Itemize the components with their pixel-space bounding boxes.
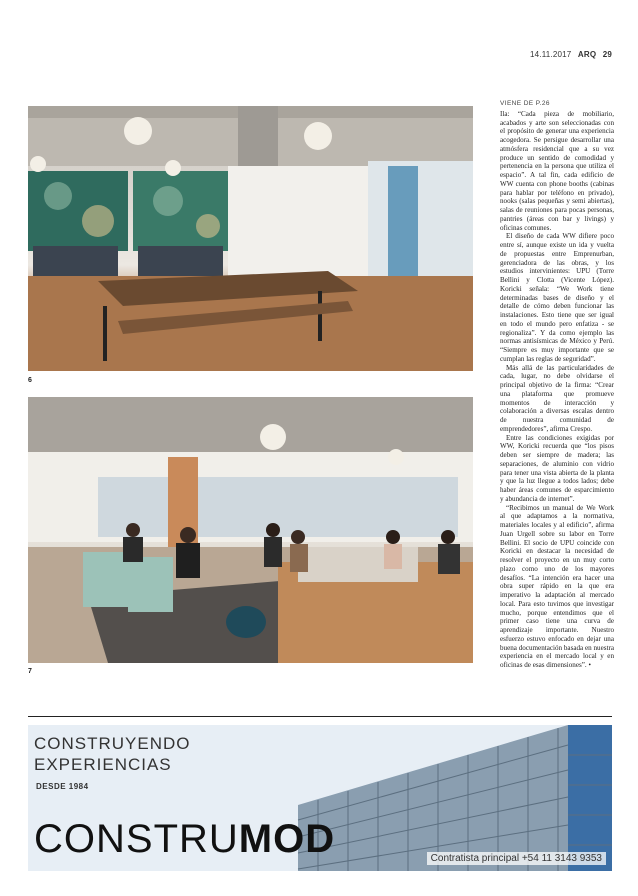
section-divider: [28, 716, 612, 717]
photo-office-communal-table: [28, 106, 473, 371]
header-section: ARQ: [577, 50, 597, 59]
page-header: [530, 50, 612, 59]
ad-brand-bold: MOD: [238, 817, 336, 861]
header-date: 14.11.2017: [529, 50, 572, 59]
ad-contact: Contratista principal +54 11 3143 9353: [427, 852, 606, 865]
article-column: [500, 100, 614, 670]
ad-brand-light: CONSTRU: [34, 817, 239, 861]
article-paragraph: El diseño de cada WW difiere poco entre sí, aunque existe un ida y vuelta de propuestas entre Emprenurban, gerenciadora de las obras, y los estudios intervinientes: UPU (Torre Bellini y Clotta (Vicente López). Koricki señala: “We Work tiene determinadas bases de diseño y el detalle de cómo deben funcionar las instalaciones. Esto tiene que ser igual en todo el mundo pero enfatiza - se regionaliza”. Y da como ejemplo las normas antisísmicas de México y Perú. “Siempre es muy importante que se cumplan las reglas de seguridad”.: [500, 232, 614, 363]
ad-tagline-line-2: EXPERIENCIAS: [34, 755, 172, 774]
article-paragraph: Entre las condiciones exigidas por WW, Koricki recuerda que “los pisos deben ser siempre de madera; las separaciones, de aluminio con vidrio para tener una vista abierta de la planta y que la luz llegue a todos lados; debe haber áreas comunes de esparcimiento y abundancia de internet”.: [500, 433, 614, 503]
photo-caption-number: 6: [28, 377, 32, 384]
photo-caption-number: 7: [28, 668, 32, 675]
ad-brand-logo: [34, 817, 335, 861]
ad-since: DESDE 1984: [36, 782, 89, 791]
article-kicker: VIENE DE P.26: [500, 100, 550, 107]
ad-tagline: [34, 733, 191, 775]
photo-lounge-area: [28, 397, 473, 663]
header-page-number: 29: [602, 50, 612, 59]
article-paragraph: Más allá de las particularidades de cada, lugar, no debe olvidarse el principal objetivo de la firma: “Crear una plataforma que promueve momentos de interacción y colaboración a diversas escalas dentro de nuestra comunidad de emprendedores”, afirma Crespo.: [500, 363, 614, 433]
article-paragraph: “Recibimos un manual de We Work al que adaptamos a la normativa, materiales locales y al edificio”, afirma Juan Urgell sobre su labor en Torre Bellini. El socio de UPU coincide con Koricki en destacar la necesidad de resolver el proyecto en un muy corto plazo como uno de los mayores desafíos. “La intención era hacer una obra super rápido en la que era imperativo la adaptación al mercado local. Para esto tuvimos que investigar mucho, porque entendimos que el primer caso tiene una curva de aprendizaje importante. Nuestro esfuerzo estuvo enfocado en dejar una buena documentación basada en nuestra experiencia en el mercado local y en oficinas de esas dimensiones”. •: [500, 503, 614, 669]
construmod-advertisement: [28, 725, 612, 871]
article-paragraph: Ila: “Cada pieza de mobiliario, acabados y arte son seleccionadas con el propósito de generar una experiencia acogedora. Se persigue desarrollar una atmósfera residencial que a su vez produce un sentido de comodidad y pertenencia en la persona que utiliza el espacio”. A tal fin, cada edificio de WW cuenta con phone booths (cabinas para hablar por teléfono en privado), nooks (salas pequeñas y semi abiertas), salas de reuniones para pocas personas, pantries (áreas con bar y livings) y oficinas comunes.: [500, 109, 614, 232]
ad-tagline-line-1: CONSTRUYENDO: [34, 734, 191, 753]
